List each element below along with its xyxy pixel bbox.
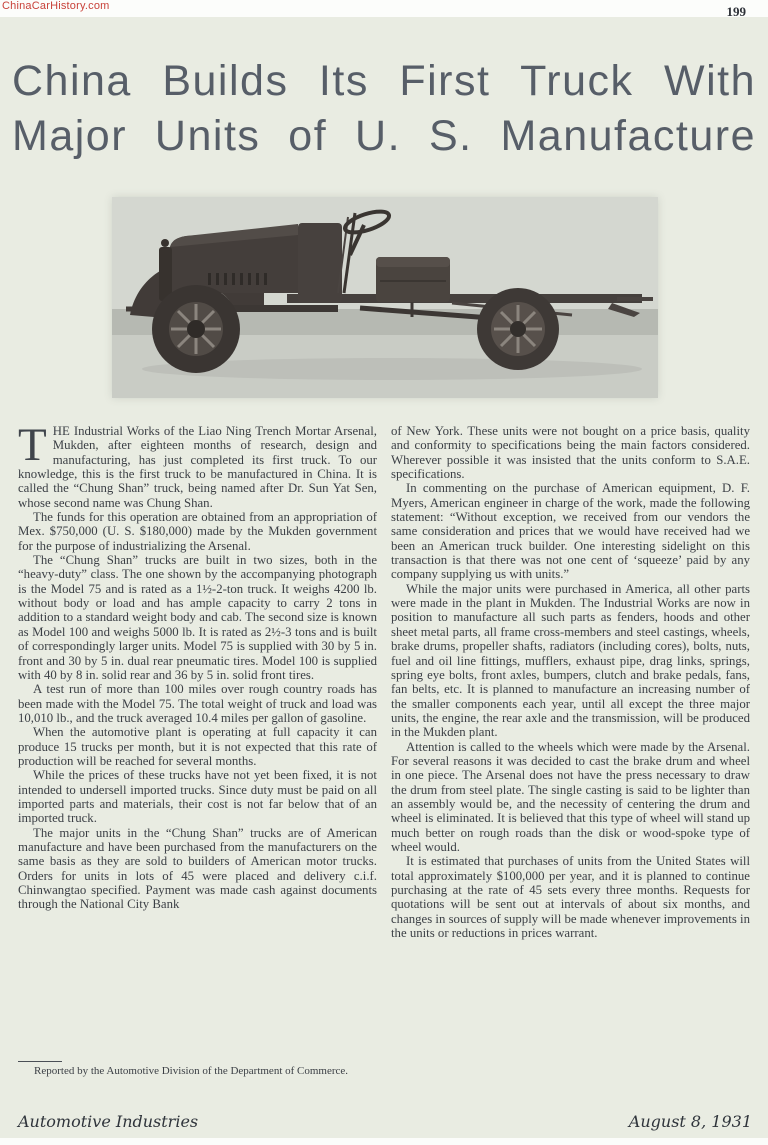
article-title-line-1: China Builds Its First Truck With (12, 57, 756, 105)
paragraph: When the automotive plant is operating at full capacity it can produce 15 trucks per month, but it is not expected that this rate of production will be reached for several months. (18, 725, 377, 768)
truck-chassis-illustration (112, 197, 658, 398)
paragraph (18, 424, 377, 510)
page-number: 199 (726, 4, 746, 19)
truck-photo (112, 197, 658, 398)
paragraph: Attention is called to the wheels which were made by the Arsenal. For several reasons it was decided to cast the brake drum and wheel in one piece. The Arsenal does not have the press necessary to draw the drum from steel plate. The single casting is said to be lighter than an assembly would be, and the necessity of centering the drum and wheel is eliminated. It is believed that this type of wheel will stand up much better on rough roads than the disk or wood-spoke type of wheel would. (391, 739, 750, 854)
paragraph: of New York. These units were not bought on a price basis, quality and conformity to specifications being the main factors considered. Wherever possible it was insisted that the units conform to S.A.E. specifications. (391, 424, 750, 482)
article-right-column (391, 424, 750, 1084)
paragraph: It is estimated that purchases of units from the United States will total approximately $100,000 per year, and it is planned to continue purchasing at the rate of 45 sets every three months. Requests for quotations will be sent out at intervals of about six months, and changes in sources of supply will be made whenever improvements in the units or reductions in prices warrant. (391, 854, 750, 941)
paragraph: A test run of more than 100 miles over rough country roads has been made with the Model 75. The total weight of truck and load was 10,010 lb., and the truck averaged 10.4 miles per gallon of gasoline. (18, 682, 377, 725)
footer-issue-date: August 8, 1931 (628, 1112, 752, 1131)
footnote (18, 1061, 376, 1078)
footnote-text: Reported by the Automotive Division of the Department of Commerce. (34, 1065, 349, 1077)
paragraph-text: HE Industrial Works of the Liao Ning Trench Mortar Arsenal, Mukden, after eighteen months of research, design and manufacturing, has just completed its first truck. To our knowledge, this is the first truck to be manufactured in China. It is called the “Chung Shan” truck, being named after Dr. Sun Yat Sen, whose second name was Chung Shan. (18, 424, 377, 510)
scan-bottom-margin (0, 1138, 768, 1145)
watermark: ChinaCarHistory.com (2, 0, 110, 12)
article-left-column (18, 424, 377, 1058)
page-footer (18, 1112, 752, 1131)
article-title (12, 54, 756, 164)
paragraph: While the major units were purchased in America, all other parts were made in the plant in Mukden. The Industrial Works are now in position to manufacture all such parts as fenders, hoods and other sheet metal parts, all frame cross-members and steel castings, wheels, brake drums, propeller shafts, radiators (including cores), bolts, nuts, fuel and oil line fittings, mufflers, exhaust pipe, drag links, springs, spring eye bolts, front axles, bumpers, clutch and brake pedals, fans, fan belts, etc. It is planned to manufacture an increasing number of the smaller components each year, until all except the three major units, the engine, the rear axle and the transmission, will be produced in the Mukden plant. (391, 581, 750, 740)
drop-cap: T (18, 424, 47, 471)
paragraph: While the prices of these trucks have not yet been fixed, it is not intended to undersell imported trucks. Since duty must be paid on all imported parts and materials, their cost is not far below that of an imported truck. (18, 768, 377, 826)
scan-top-margin (0, 0, 768, 17)
footnote-rule (18, 1061, 62, 1062)
article-title-line-2: Major Units of U. S. Manufacture (12, 112, 756, 160)
paragraph: The “Chung Shan” trucks are built in two sizes, both in the “heavy-duty” class. The one shown by the accompanying photograph is the Model 75 and is rated as a 1½-2-ton truck. It weighs 4200 lb. without body or load and has ample capacity to carry 2 tons in addition to a standard weight body and cab. The second size is known as Model 100 and weighs 5000 lb. It is rated as 2½-3 tons and is built of correspondingly larger units. Model 75 is supplied with 30 by 5 in. front and 30 by 5 in. dual rear pneumatic tires. Model 100 is supplied with 40 by 8 in. solid rear and 36 by 5 in. solid front tires. (18, 553, 377, 682)
footer-journal-name: Automotive Industries (18, 1112, 199, 1131)
paragraph: The funds for this operation are obtained from an appropriation of Mex. $750,000 (U. S. $180,000) made by the Mukden government for the purpose of industrializing the Arsenal. (18, 510, 377, 553)
paragraph: In commenting on the purchase of American equipment, D. F. Myers, American engineer in charge of the work, made the following statement: “Without exception, we received from our vendors the same consideration and prices that we would have received had we been an American truck builder. One interesting sidelight on this transaction is that there was not one cent of ‘squeeze’ paid by any company supplying us with units.” (391, 481, 750, 582)
paragraph: The major units in the “Chung Shan” trucks are of American manufacture and have been purchased from the manufacturers on the same basis as they are sold to builders of American motor trucks. Orders for units in lots of 45 were placed and delivery c.i.f. Chinwangtao specified. Payment was made cash against documents through the National City Bank (18, 825, 377, 912)
